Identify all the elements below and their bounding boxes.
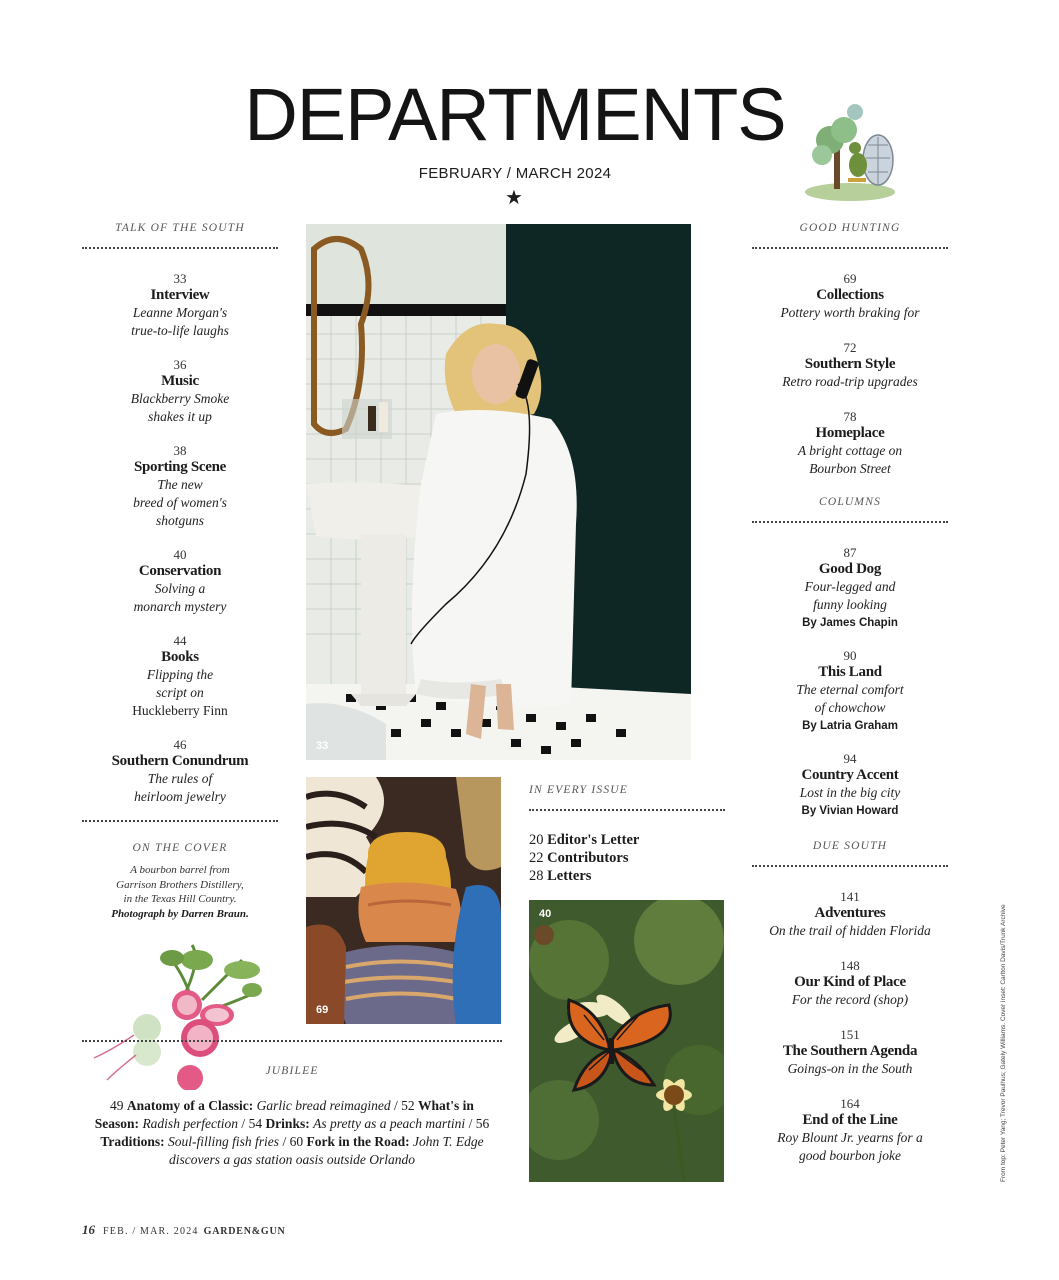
entry-title: Collections [816, 287, 884, 303]
folio-number: 16 [82, 1222, 95, 1237]
entry-desc: monarch mystery [133, 599, 227, 614]
entry-page: 78 [843, 409, 857, 424]
brand-name: GARDEN&GUN [203, 1226, 286, 1237]
entry-desc: Huckleberry Finn [132, 703, 228, 718]
dotted-divider [82, 1040, 502, 1042]
entry-title: Music [161, 373, 199, 389]
toc-entry-sporting-scene[interactable] [82, 443, 278, 530]
item-page: 22 [529, 850, 544, 866]
toc-entry-this-land[interactable] [752, 648, 948, 735]
caption-line: in the Texas Hill Country. [123, 893, 237, 905]
item-desc: Garlic bread reimagined [256, 1098, 391, 1113]
right-column [752, 222, 948, 1165]
entry-page: 46 [173, 737, 187, 752]
entry-title: Southern Style [804, 356, 896, 372]
item-page: 52 [401, 1098, 415, 1113]
section-label: ON THE COVER [132, 842, 228, 854]
entry-title: Country Accent [801, 767, 899, 783]
entry-byline: By Latria Graham [802, 720, 898, 732]
toc-entry-good-dog[interactable] [752, 545, 948, 632]
entry-title: Southern Conundrum [111, 753, 249, 769]
entry-title: Conservation [138, 563, 222, 579]
separator: / [282, 1134, 287, 1149]
toc-entry-books[interactable] [82, 633, 278, 720]
entry-page: 38 [173, 443, 187, 458]
entry-page: 90 [843, 648, 857, 663]
item-title: What's in Season: [94, 1098, 474, 1131]
entry-title: Adventures [814, 905, 886, 921]
entry-desc: Flipping the [146, 667, 214, 682]
item-title: Drinks: [265, 1116, 310, 1131]
dotted-divider [752, 247, 948, 249]
item-title: Letters [547, 868, 592, 884]
list-item[interactable] [529, 867, 725, 885]
entry-desc: A bright cottage on [797, 443, 903, 458]
jubilee-item[interactable] [110, 1098, 391, 1113]
entry-title: End of the Line [802, 1112, 898, 1128]
toc-entry-conservation[interactable] [82, 547, 278, 616]
entry-title: Homeplace [815, 425, 885, 441]
entry-desc: Lost in the big city [799, 785, 901, 800]
entry-desc: The eternal comfort [796, 682, 904, 697]
toc-entry-music[interactable] [82, 357, 278, 426]
item-desc: Radish perfection [142, 1116, 239, 1131]
separator: / [241, 1116, 246, 1131]
item-page: 28 [529, 868, 544, 884]
item-page: 49 [110, 1098, 124, 1113]
item-title: Editor's Letter [547, 832, 640, 848]
dotted-divider [752, 521, 948, 523]
entry-desc: good bourbon joke [799, 1148, 901, 1163]
entry-desc: funny looking [813, 597, 887, 612]
section-label: GOOD HUNTING [799, 222, 901, 234]
entry-title: Interview [150, 287, 210, 303]
entry-desc: Blackberry Smoke [130, 391, 230, 406]
entry-title: Good Dog [818, 561, 882, 577]
caption-line: A bourbon barrel from [130, 864, 230, 876]
list-item[interactable] [529, 831, 725, 849]
dotted-divider [752, 865, 948, 867]
photo-collections [306, 777, 501, 1024]
page-footer [82, 1222, 286, 1238]
item-desc: As pretty as a peach martini [313, 1116, 466, 1131]
item-page: 20 [529, 832, 544, 848]
separator: / [468, 1116, 473, 1131]
butterfly-scene [529, 900, 724, 1182]
issue-date: FEBRUARY / MARCH 2024 [418, 165, 612, 182]
entry-desc: breed of women's [133, 495, 227, 510]
section-label: JUBILEE [265, 1065, 319, 1077]
toc-entry-adventures[interactable] [752, 889, 948, 940]
photo-conservation [529, 900, 724, 1182]
list-item[interactable] [529, 849, 725, 867]
entry-desc: Bourbon Street [809, 461, 891, 476]
entry-byline: By Vivian Howard [801, 805, 899, 817]
entry-desc: Goings-on in the South [787, 1061, 913, 1076]
folio-date: FEB. / MAR. 2024 [103, 1226, 199, 1237]
entry-desc: shakes it up [148, 409, 212, 424]
toc-entry-southern-conundrum[interactable] [82, 737, 278, 806]
entry-desc: Solving a [154, 581, 206, 596]
entry-title: Books [161, 649, 199, 665]
entry-page: 72 [843, 340, 857, 355]
entry-desc: On the trail of hidden Florida [769, 923, 931, 938]
toc-entry-southern-agenda[interactable] [752, 1027, 948, 1078]
entry-page: 33 [173, 271, 187, 286]
entry-desc: heirloom jewelry [134, 789, 226, 804]
entry-desc: Leanne Morgan's [132, 305, 228, 320]
entry-desc: The new [157, 477, 203, 492]
entry-page: 151 [840, 1027, 860, 1042]
talk-of-the-south-section [82, 222, 278, 921]
entry-title: Our Kind of Place [794, 974, 906, 990]
entry-desc: Retro road-trip upgrades [782, 374, 918, 389]
entry-page: 69 [843, 271, 857, 286]
entry-desc: shotguns [155, 513, 204, 528]
dotted-divider [82, 820, 278, 822]
bathroom-scene [306, 224, 691, 760]
toc-entry-southern-style[interactable] [752, 340, 948, 391]
entry-page: 87 [843, 545, 857, 560]
section-label: DUE SOUTH [812, 840, 888, 852]
entry-title: The Southern Agenda [782, 1043, 918, 1059]
toc-entry-end-of-the-line[interactable] [752, 1096, 948, 1165]
entry-page: 36 [173, 357, 187, 372]
entry-desc: of chowchow [814, 700, 886, 715]
section-label: COLUMNS [818, 496, 882, 508]
entry-byline: By James Chapin [802, 617, 898, 629]
item-title: Contributors [547, 850, 629, 866]
photo-credits: From top: Peter Yang; Trevor Paulhus; Gately Williams. Cover inset: Carlton Davis/Trunk Archive [1000, 904, 1007, 1182]
item-title: Anatomy of a Classic: [126, 1098, 254, 1113]
entry-desc: Pottery worth braking for [780, 305, 920, 320]
cover-caption [82, 863, 278, 921]
star-icon: ★ [505, 187, 523, 209]
item-page: 54 [248, 1116, 263, 1131]
pottery-scene [306, 777, 501, 1024]
item-page: 60 [289, 1134, 304, 1149]
toc-entry-our-kind-of-place[interactable] [752, 958, 948, 1009]
entry-desc: script on [156, 685, 204, 700]
separator: / [394, 1098, 398, 1113]
every-issue-list [529, 831, 725, 885]
item-desc: John T. Edge discovers a gas station oasis outside Orlando [168, 1134, 484, 1167]
entry-desc: For the record (shop) [791, 992, 909, 1007]
entry-page: 40 [173, 547, 187, 562]
photo-interview [306, 224, 691, 760]
entry-title: This Land [818, 664, 882, 680]
in-every-issue-section [529, 784, 725, 885]
entry-desc: Roy Blount Jr. yearns for a [777, 1130, 923, 1145]
toc-entry-collections[interactable] [752, 271, 948, 322]
entry-page: 141 [840, 889, 860, 904]
dotted-divider [529, 809, 725, 811]
toc-entry-country-accent[interactable] [752, 751, 948, 820]
section-label: TALK OF THE SOUTH [115, 222, 245, 234]
toc-entry-interview[interactable] [82, 271, 278, 340]
toc-entry-homeplace[interactable] [752, 409, 948, 478]
entry-title: Sporting Scene [133, 459, 227, 475]
caption-line: Garrison Brothers Distillery, [116, 878, 244, 891]
entry-page: 148 [840, 958, 860, 973]
caption-credit: Photograph by Darren Braun. [111, 907, 249, 920]
jubilee-item[interactable] [249, 1116, 466, 1131]
item-desc: Soul-filling fish fries [168, 1134, 280, 1149]
item-title: Traditions: [100, 1134, 165, 1149]
item-page: 56 [475, 1116, 490, 1131]
page-title: DEPARTMENTS [244, 73, 786, 156]
entry-page: 164 [840, 1096, 860, 1111]
entry-page: 44 [173, 633, 187, 648]
entry-desc: The rules of [147, 771, 213, 786]
section-label: IN EVERY ISSUE [529, 784, 628, 796]
turtle-illustration [800, 100, 900, 205]
entry-page: 94 [843, 751, 857, 766]
photo-page-number: 33 [316, 740, 329, 752]
dotted-divider [82, 247, 278, 249]
entry-desc: true-to-life laughs [131, 323, 229, 338]
photo-page-number: 40 [539, 908, 552, 920]
item-title: Fork in the Road: [306, 1134, 410, 1149]
jubilee-list [88, 1097, 496, 1169]
entry-desc: Four-legged and [804, 579, 896, 594]
photo-page-number: 69 [316, 1004, 329, 1016]
